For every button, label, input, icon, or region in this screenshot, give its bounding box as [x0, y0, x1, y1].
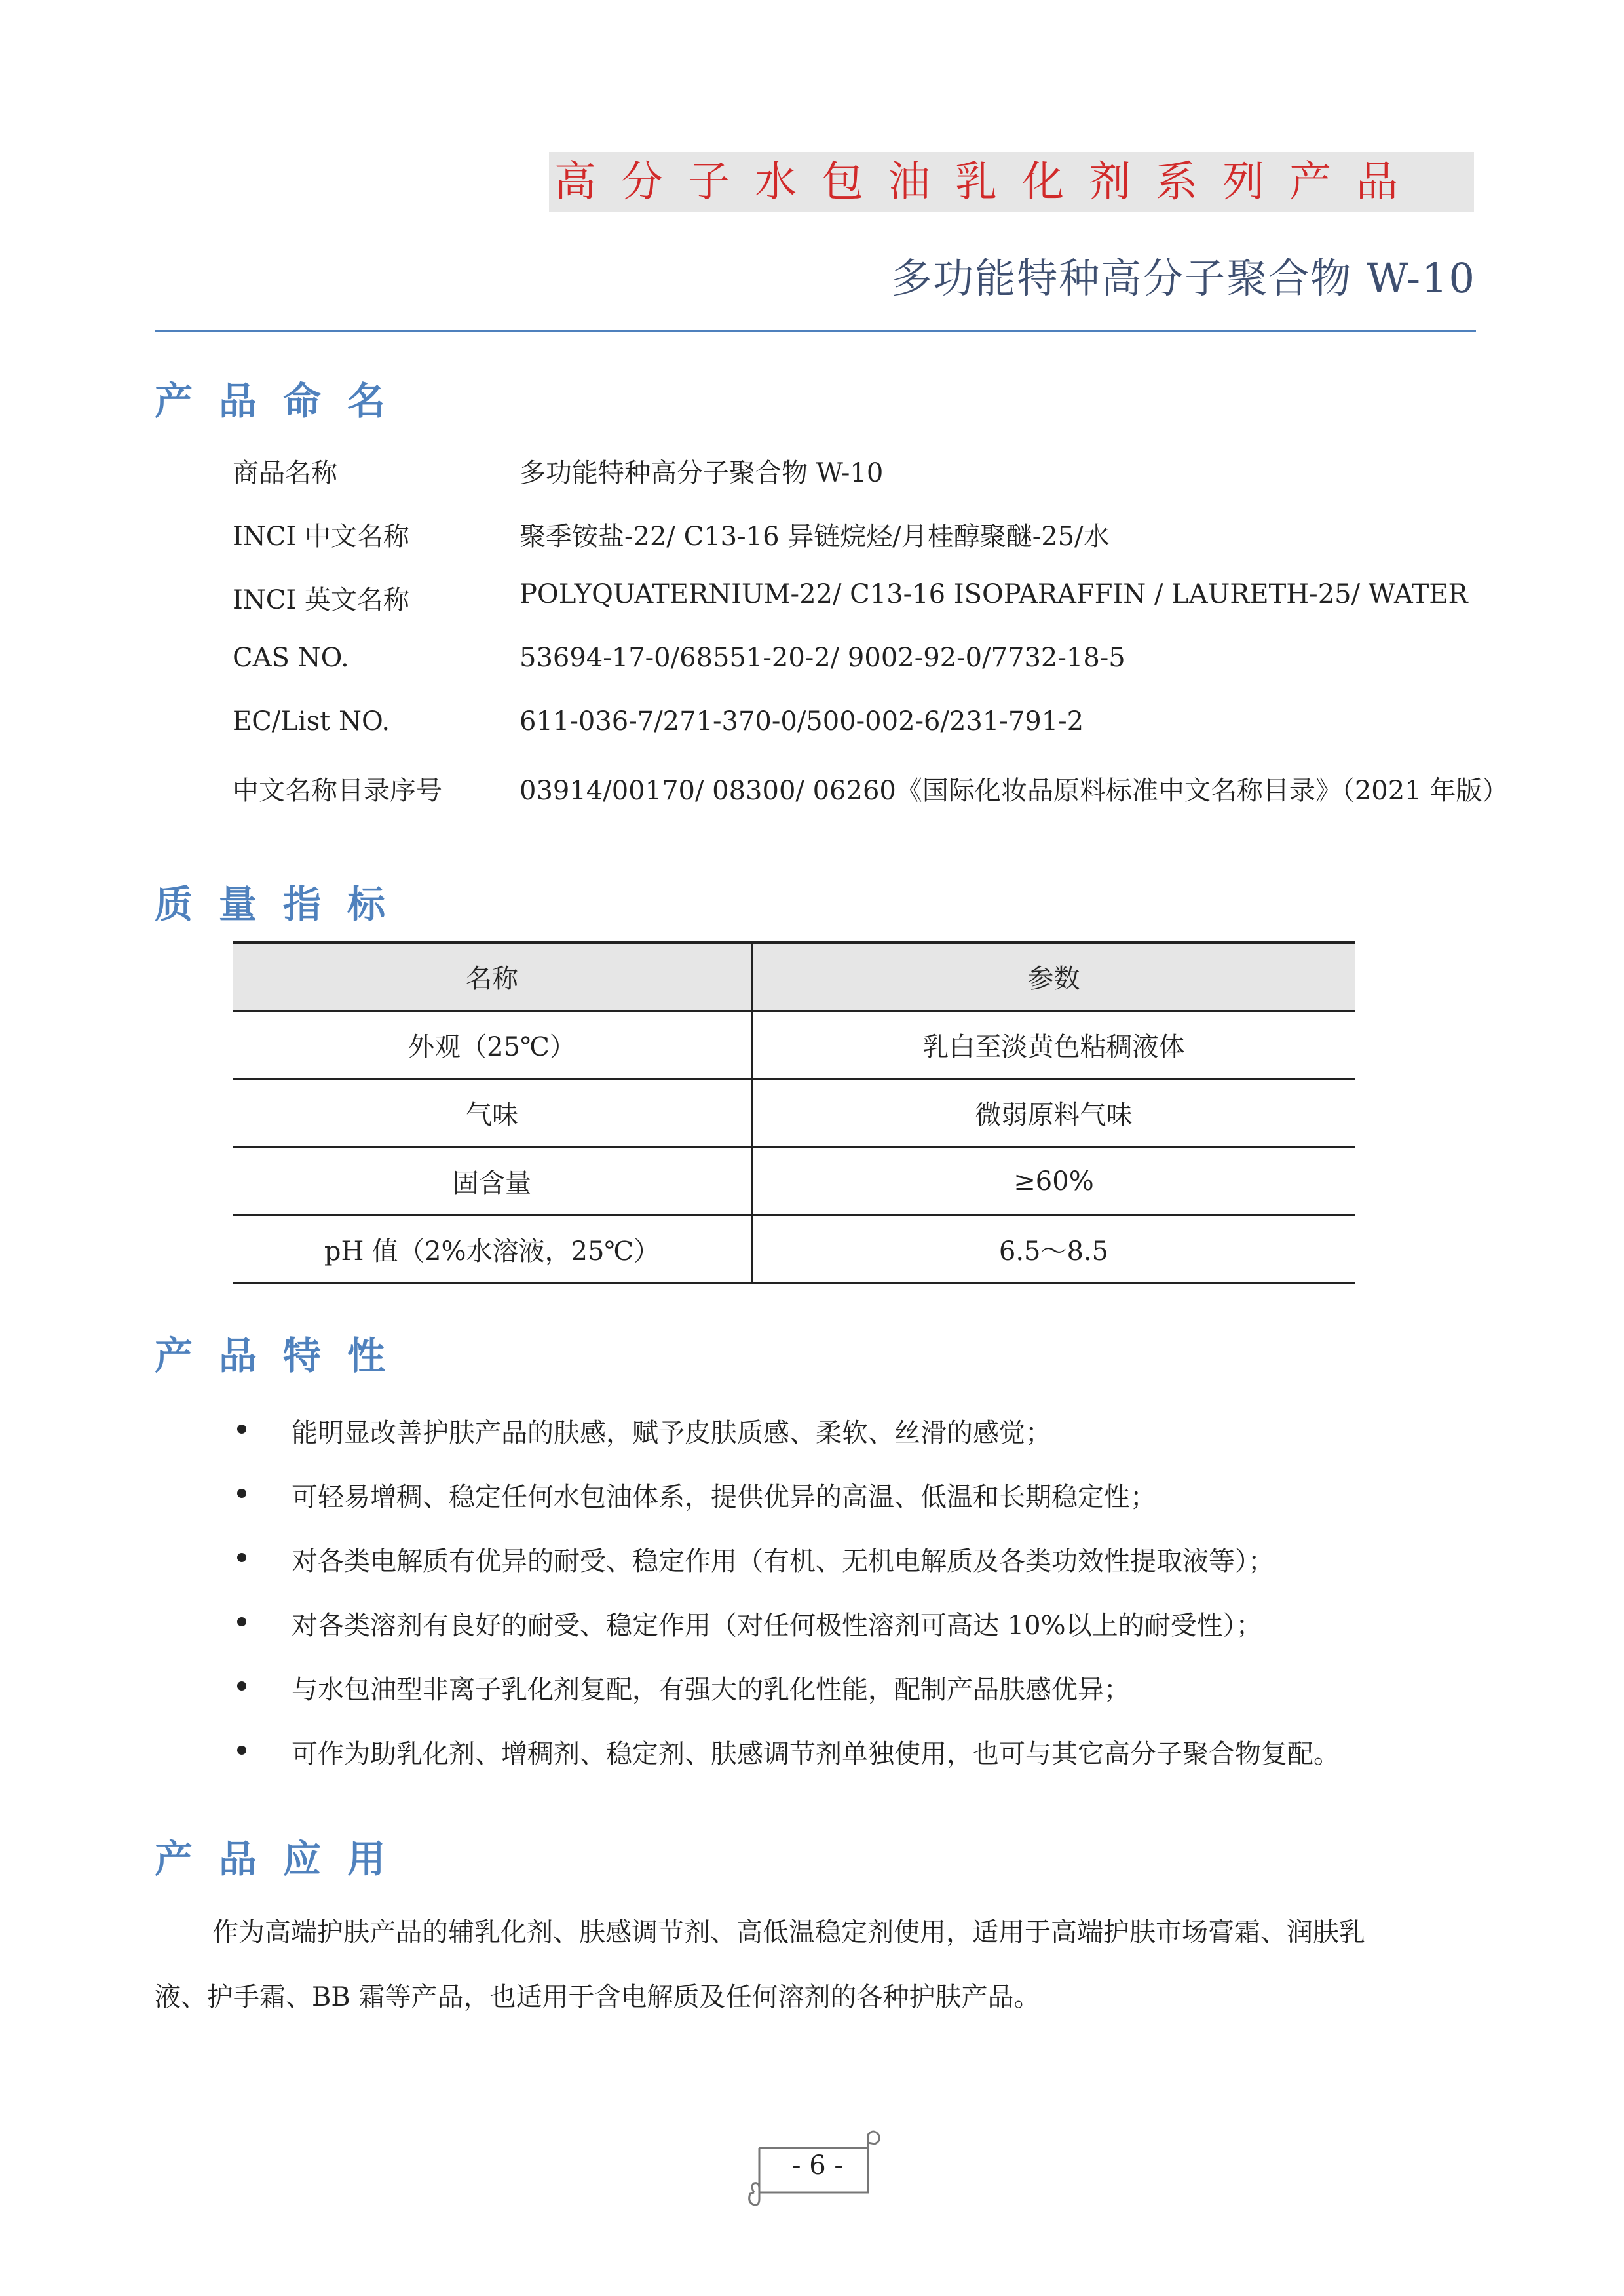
list-item: 对各类电解质有优异的耐受、稳定作用（有机、无机电解质及各类功效性提取液等）； — [292, 1546, 1274, 1577]
list-item: 可轻易增稠、稳定任何水包油体系，提供优异的高温、低温和长期稳定性； — [292, 1482, 1156, 1512]
bullet-icon — [237, 1553, 246, 1562]
bullet-icon — [237, 1617, 246, 1626]
table-cell-value: ≥60% — [752, 1147, 1355, 1215]
info-label-catalog: 中文名称目录序号 — [233, 776, 442, 806]
bullet-icon — [237, 1489, 246, 1498]
info-value-cas: 53694-17-0/68551-20-2/ 9002-92-0/7732-18-5 — [519, 643, 1125, 673]
table-cell-value: 6.5～8.5 — [752, 1215, 1355, 1284]
info-value-ec: 611-036-7/271-370-0/500-002-6/231-791-2 — [519, 706, 1084, 737]
info-label-ec: EC/List NO. — [233, 706, 390, 737]
bullet-icon — [237, 1746, 246, 1755]
bullet-icon — [237, 1681, 246, 1691]
info-label-inci-en: INCI 英文名称 — [233, 585, 409, 615]
table-row — [233, 1147, 1355, 1215]
series-title: 高分子水包油乳化剂系列产品 — [554, 158, 1423, 206]
table-row — [233, 1079, 1355, 1147]
section-heading-naming: 产品命名 — [155, 379, 412, 423]
product-title: 多功能特种高分子聚合物 W-10 — [891, 254, 1476, 302]
table-cell-value: 乳白至淡黄色粘稠液体 — [752, 1011, 1355, 1079]
info-label-cas: CAS NO. — [233, 643, 349, 673]
application-paragraph-line-2: 液、护手霜、BB 霜等产品，也适用于含电解质及任何溶剂的各种护肤产品。 — [155, 1982, 1040, 2012]
info-label-inci-cn: INCI 中文名称 — [233, 522, 409, 552]
table-header-param: 参数 — [752, 942, 1355, 1011]
table-row — [233, 1215, 1355, 1284]
section-heading-quality: 质量指标 — [155, 882, 412, 927]
table-cell-value: 微弱原料气味 — [752, 1079, 1355, 1147]
table-cell-name: 外观（25℃） — [233, 1011, 752, 1079]
bullet-icon — [237, 1425, 246, 1434]
table-header-row — [233, 942, 1355, 1011]
page-number: - 6 - — [792, 2151, 843, 2181]
table-cell-name: 气味 — [233, 1079, 752, 1147]
info-label-trade-name: 商品名称 — [233, 458, 337, 488]
list-item: 可作为助乳化剂、增稠剂、稳定剂、肤感调节剂单独使用，也可与其它高分子聚合物复配。 — [292, 1739, 1340, 1769]
list-item: 能明显改善护肤产品的肤感，赋予皮肤质感、柔软、丝滑的感觉； — [292, 1418, 1051, 1448]
table-cell-name: 固含量 — [233, 1147, 752, 1215]
quality-table — [233, 941, 1355, 1284]
info-value-trade-name: 多功能特种高分子聚合物 W-10 — [519, 458, 884, 488]
application-paragraph-line-1: 作为高端护肤产品的辅乳化剂、肤感调节剂、高低温稳定剂使用，适用于高端护肤市场膏霜、润肤乳 — [212, 1917, 1365, 1947]
table-cell-name: pH 值（2%水溶液，25℃） — [233, 1215, 752, 1284]
section-heading-features: 产品特性 — [155, 1333, 412, 1378]
section-heading-application: 产品应用 — [155, 1837, 412, 1881]
list-item: 与水包油型非离子乳化剂复配，有强大的乳化性能，配制产品肤感优异； — [292, 1675, 1130, 1705]
table-header-name: 名称 — [233, 942, 752, 1011]
header-divider — [155, 330, 1476, 332]
info-value-inci-en: POLYQUATERNIUM-22/ C13-16 ISOPARAFFIN / LAURETH-25/ WATER — [519, 579, 1468, 609]
list-item: 对各类溶剂有良好的耐受、稳定作用（对任何极性溶剂可高达 10%以上的耐受性）； — [292, 1611, 1262, 1641]
info-value-inci-cn: 聚季铵盐-22/ C13-16 异链烷烃/月桂醇聚醚-25/水 — [519, 522, 1110, 552]
info-value-catalog: 03914/00170/ 08300/ 06260《国际化妆品原料标准中文名称目录》（2021 年版） — [519, 776, 1509, 806]
table-row — [233, 1011, 1355, 1079]
